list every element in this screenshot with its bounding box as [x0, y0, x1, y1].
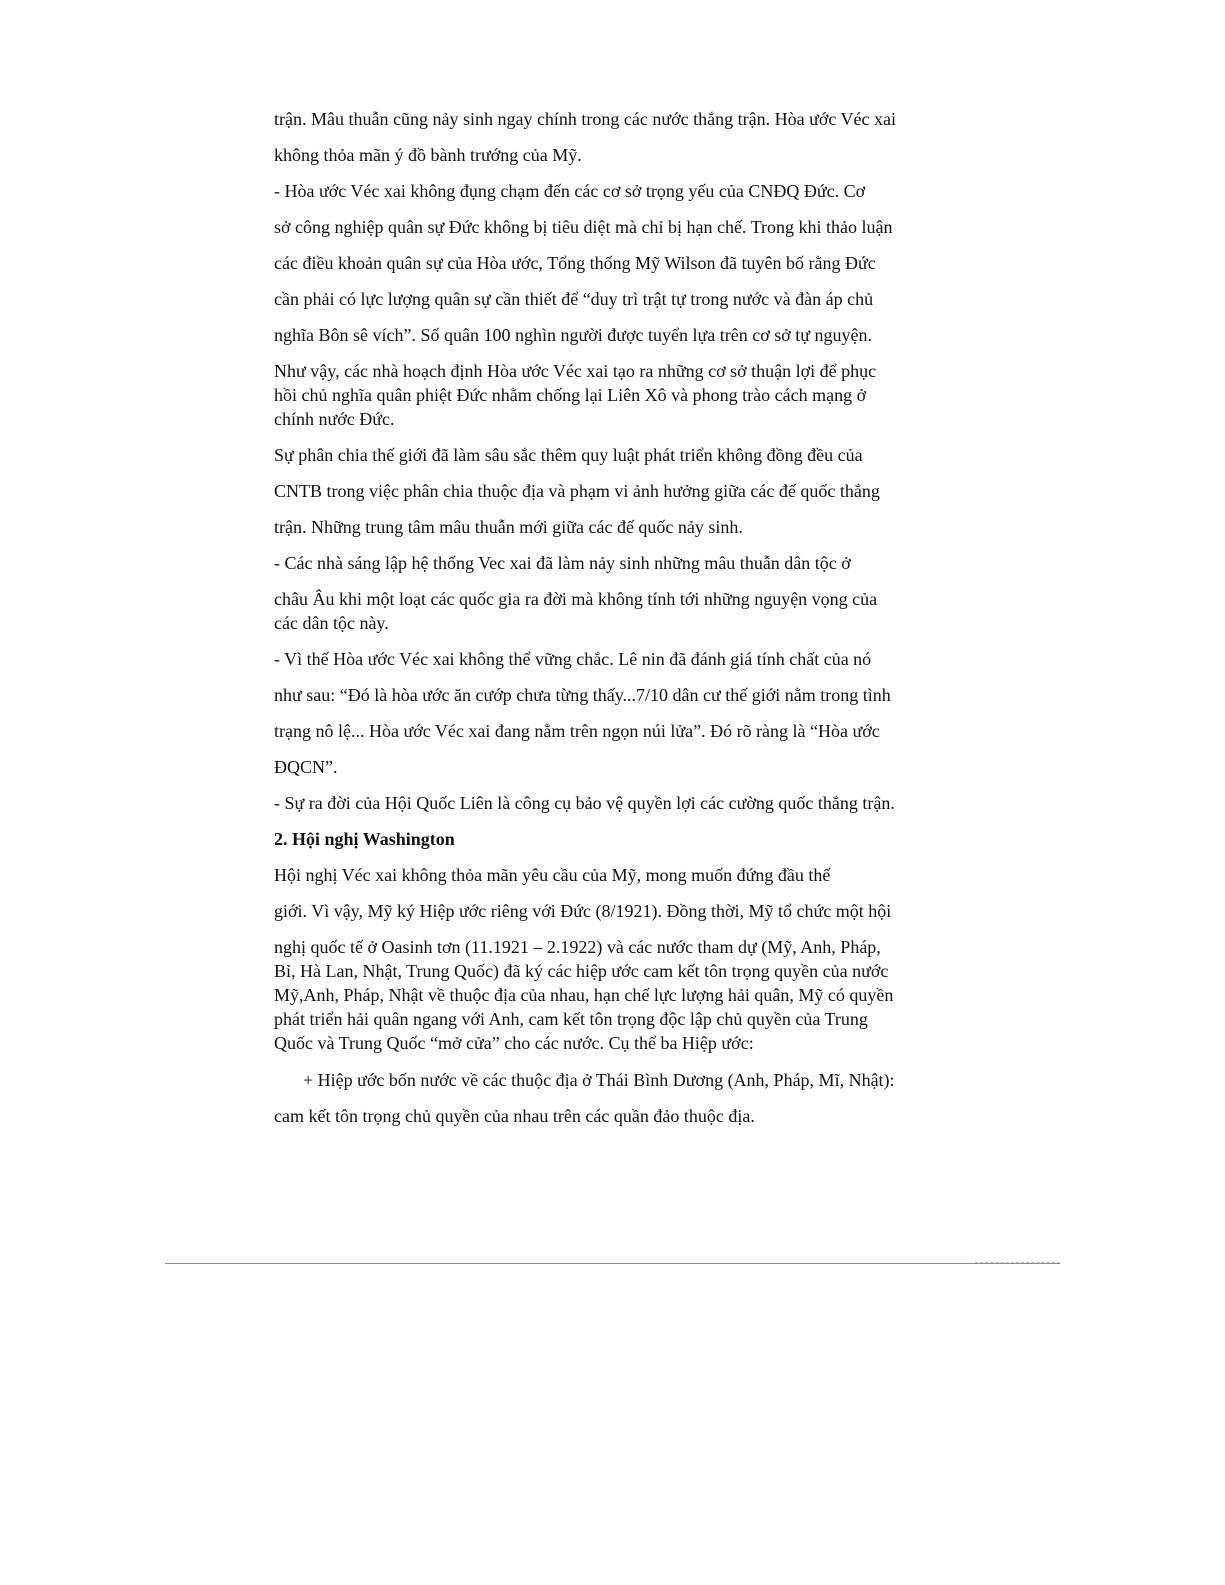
text-line: - Sự ra đời của Hội Quốc Liên là công cụ bảo vệ quyền lợi các cường quốc thắng trận.: [274, 793, 895, 813]
text-line: chính nước Đức.: [274, 409, 395, 429]
text-line: ĐQCN”.: [274, 757, 338, 777]
text-line: nghĩa Bôn sê vích”. Số quân 100 nghìn người được tuyển lựa trên cơ sở tự nguyện.: [274, 325, 873, 345]
text-line: + Hiệp ước bốn nước về các thuộc địa ở Thái Bình Dương (Anh, Pháp, Mĩ, Nhật):: [303, 1070, 895, 1090]
text-line: Như vậy, các nhà hoạch định Hòa ước Véc xai tạo ra những cơ sở thuận lợi để phục: [274, 361, 877, 381]
text-line: phát triển hải quân ngang với Anh, cam kết tôn trọng độc lập chủ quyền của Trung: [274, 1009, 868, 1029]
text-line: trạng nô lệ... Hòa ước Véc xai đang nằm trên ngọn núi lửa”. Đó rõ ràng là “Hòa ước: [274, 721, 880, 741]
text-line: châu Âu khi một loạt các quốc gia ra đời mà không tính tới những nguyện vọng của: [274, 589, 878, 609]
text-line: Quốc và Trung Quốc “mở cửa” cho các nước. Cụ thể ba Hiệp ước:: [274, 1033, 754, 1053]
text-line: - Các nhà sáng lập hệ thống Vec xai đã làm nảy sinh những mâu thuẫn dân tộc ở: [274, 553, 851, 573]
text-line: Bỉ, Hà Lan, Nhật, Trung Quốc) đã ký các hiệp ước cam kết tôn trọng quyền của nước: [274, 961, 889, 981]
text-line: - Vì thế Hòa ước Véc xai không thể vững chắc. Lê nin đã đánh giá tính chất của nó: [274, 649, 872, 669]
section-heading: 2. Hội nghị Washington: [274, 829, 455, 849]
text-line: không thỏa mãn ý đồ bành trướng của Mỹ.: [274, 145, 582, 165]
text-line: Sự phân chia thế giới đã làm sâu sắc thêm quy luật phát triển không đồng đều của: [274, 445, 863, 465]
text-line: các dân tộc này.: [274, 613, 389, 633]
text-line: giới. Vì vậy, Mỹ ký Hiệp ước riêng với Đức (8/1921). Đồng thời, Mỹ tổ chức một hội: [274, 901, 892, 921]
text-line: cam kết tôn trọng chủ quyền của nhau trên các quần đảo thuộc địa.: [274, 1106, 755, 1126]
text-line: Hội nghị Véc xai không thỏa mãn yêu cầu của Mỹ, mong muốn đứng đầu thế: [274, 865, 831, 885]
text-line: - Hòa ước Véc xai không đụng chạm đến các cơ sở trọng yếu của CNĐQ Đức. Cơ: [274, 181, 866, 201]
page-footer-dashes: [975, 1262, 1060, 1263]
text-line: cần phải có lực lượng quân sự cần thiết để “duy trì trật tự trong nước và đàn áp chủ: [274, 289, 874, 309]
text-line: sở công nghiệp quân sự Đức không bị tiêu diệt mà chỉ bị hạn chế. Trong khi thảo luận: [274, 217, 893, 237]
text-line: các điều khoản quân sự của Hòa ước, Tổng thống Mỹ Wilson đã tuyên bố rằng Đức: [274, 253, 876, 273]
text-line: nghị quốc tế ở Oasinh tơn (11.1921 – 2.1922) và các nước tham dự (Mỹ, Anh, Pháp,: [274, 937, 881, 957]
text-line: hồi chủ nghĩa quân phiệt Đức nhằm chống lại Liên Xô và phong trào cách mạng ở: [274, 385, 867, 405]
page-footer-rule: [165, 1263, 1060, 1264]
text-line: như sau: “Đó là hòa ước ăn cướp chưa từng thấy...7/10 dân cư thế giới nằm trong tình: [274, 685, 891, 705]
text-line: Mỹ,Anh, Pháp, Nhật về thuộc địa của nhau, hạn chế lực lượng hải quân, Mỹ có quyền: [274, 985, 894, 1005]
text-line: trận. Mâu thuẫn cũng nảy sinh ngay chính trong các nước thắng trận. Hòa ước Véc xai: [274, 109, 897, 129]
text-line: CNTB trong việc phân chia thuộc địa và phạm vi ảnh hưởng giữa các đế quốc thắng: [274, 481, 880, 501]
text-line: trận. Những trung tâm mâu thuẫn mới giữa các đế quốc nảy sinh.: [274, 517, 743, 537]
